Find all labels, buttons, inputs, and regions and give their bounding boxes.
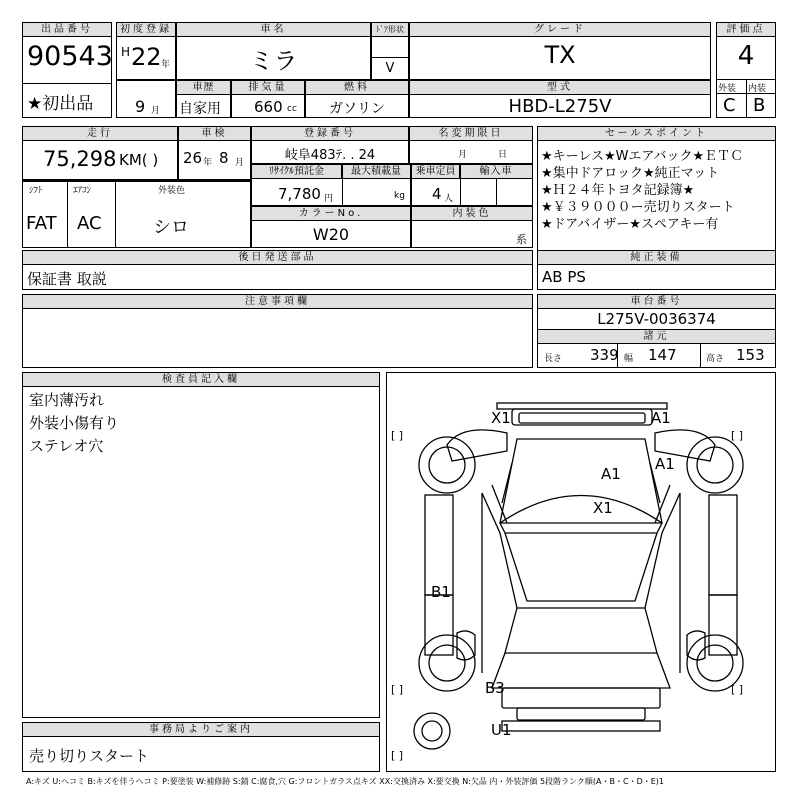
inspection-year-unit: 年 bbox=[203, 158, 213, 168]
shift-ac-color-box bbox=[22, 180, 251, 248]
interior-color-box bbox=[411, 206, 533, 248]
car-name-box bbox=[176, 22, 371, 80]
inspector-notes-box bbox=[22, 372, 380, 718]
capacity: 4 bbox=[432, 185, 442, 203]
ac-label: ｴｱｺﾝ bbox=[73, 186, 92, 196]
reg-month-box bbox=[116, 80, 176, 118]
recycle-box bbox=[251, 164, 411, 206]
sales-point: ★キーレス★Wエアバック★ＥＴＣ bbox=[541, 149, 744, 164]
equipment-label: 純正装備 bbox=[538, 251, 775, 265]
deadline-day: 日 bbox=[498, 150, 508, 160]
mileage-label: 走行 bbox=[23, 127, 177, 141]
sales-point: ★￥３９０００ー売切りスタート bbox=[541, 200, 735, 215]
reg-year-unit: 年 bbox=[161, 60, 171, 70]
office-box bbox=[22, 722, 380, 772]
damage-left-door: B1 bbox=[431, 583, 451, 601]
inspection-year: 26 bbox=[183, 149, 203, 167]
recycle-amount: 7,780 bbox=[278, 185, 321, 203]
displacement-unit: cc bbox=[287, 104, 297, 114]
recycle-unit: 円 bbox=[324, 194, 334, 204]
office-label: 事務局よりご案内 bbox=[23, 723, 379, 737]
color-no-box bbox=[251, 206, 411, 248]
plate-number: 岐阜483ﾃ. . 24 bbox=[284, 148, 376, 163]
mileage-unit: KM( ) bbox=[119, 151, 159, 169]
damage-roof: X1 bbox=[593, 499, 613, 517]
inspection-box bbox=[178, 126, 251, 180]
plate-box bbox=[251, 126, 409, 164]
exterior-color: シロ bbox=[153, 217, 189, 238]
grade-box bbox=[409, 22, 711, 80]
model-box bbox=[409, 80, 711, 118]
ac: AC bbox=[77, 213, 102, 234]
inspection-month: 8 bbox=[219, 149, 229, 167]
height-label: 高さ bbox=[706, 354, 725, 364]
damage-front-left: X1 bbox=[491, 409, 511, 427]
overall-score: 4 bbox=[737, 41, 755, 71]
equipment-box bbox=[537, 250, 776, 290]
reg-month-unit: 月 bbox=[151, 106, 161, 116]
later-parts-label: 後日発送部品 bbox=[23, 251, 532, 265]
inspector-note: ステレオ穴 bbox=[29, 437, 104, 455]
width-label: 幅 bbox=[624, 354, 634, 364]
inspection-month-unit: 月 bbox=[235, 158, 245, 168]
chassis-label: 車台番号 bbox=[538, 295, 775, 309]
displacement: 660 bbox=[254, 98, 283, 116]
interior-label: 内装 bbox=[748, 84, 767, 94]
inspection-label: 車検 bbox=[179, 127, 250, 141]
fuel: ガソリン bbox=[329, 101, 385, 117]
bracket-bottom-left: [ ] bbox=[391, 749, 404, 762]
mileage-box bbox=[22, 126, 178, 180]
inspector-label: 検査員記入欄 bbox=[23, 373, 379, 387]
inspector-note: 室内薄汚れ bbox=[29, 391, 105, 409]
reg-month: 9 bbox=[135, 97, 146, 116]
shift: FAT bbox=[26, 213, 57, 234]
fuel-label: 燃料 bbox=[306, 81, 408, 95]
width: 147 bbox=[648, 346, 677, 364]
bracket-front-left: [ ] bbox=[391, 429, 404, 442]
max-load-unit: kg bbox=[394, 191, 405, 201]
recycle-label: ﾘｻｲｸﾙ預託金 bbox=[252, 165, 342, 179]
first-reg-label: 初度登録 bbox=[117, 23, 175, 37]
displacement-box bbox=[231, 80, 305, 118]
chassis-number: L275V-0036374 bbox=[597, 310, 716, 328]
reg-year: 22 bbox=[131, 43, 162, 71]
deadline-month: 月 bbox=[458, 150, 468, 160]
first-registration-box bbox=[116, 22, 176, 80]
equipment: AB PS bbox=[542, 268, 586, 286]
height: 153 bbox=[736, 346, 765, 364]
grade-label: グレード bbox=[410, 23, 710, 37]
office-note: 売り切りスタート bbox=[29, 747, 150, 765]
damage-diagram bbox=[386, 372, 776, 772]
car-name-label: 車名 bbox=[177, 23, 370, 37]
legend: A:キズ U:ヘコミ B:キズを伴うヘコミ P:要塗装 W:補修跡 S:錆 C:腐食,穴 G:フロントガラス点キズ XX:交換済み X:要交換 N:欠品 内・外装評価 5段階ランク順(A・B・C・D・E)1 bbox=[26, 777, 664, 786]
inspector-note: 外装小傷有り bbox=[29, 414, 120, 432]
capacity-import-box bbox=[411, 164, 533, 206]
length-label: 長さ bbox=[544, 354, 563, 364]
damage-rear: U1 bbox=[491, 721, 512, 739]
mileage: 75,298 bbox=[43, 147, 117, 171]
specs-label: 諸元 bbox=[538, 330, 775, 344]
history-label: 車歴 bbox=[177, 81, 230, 95]
capacity-unit: 人 bbox=[444, 194, 454, 204]
interior-score: B bbox=[753, 95, 766, 116]
sales-point: ★ドアバイザー★スペアキー有 bbox=[541, 217, 719, 232]
damage-front-right: A1 bbox=[651, 409, 671, 427]
sales-point: ★集中ドアロック★純正マット bbox=[541, 166, 720, 181]
deadline-label: 名変期限日 bbox=[410, 127, 532, 141]
capacity-label: 乗車定員 bbox=[412, 165, 460, 179]
import-label: 輸入車 bbox=[460, 165, 532, 179]
length: 339 bbox=[590, 346, 619, 364]
reg-era: H bbox=[121, 45, 131, 59]
model-label: 型式 bbox=[410, 81, 710, 95]
damage-rear-left: B3 bbox=[485, 679, 505, 697]
rating-label: 評価点 bbox=[717, 23, 775, 37]
fuel-box bbox=[305, 80, 409, 118]
damage-fender: A1 bbox=[655, 455, 675, 473]
sales-point: ★Ｈ２４年トヨタ記録簿★ bbox=[541, 183, 695, 198]
history-box bbox=[176, 80, 231, 118]
int-color-suffix: 系 bbox=[516, 233, 527, 246]
int-color-label: 内装色 bbox=[412, 207, 532, 221]
max-load-label: 最大積載量 bbox=[342, 165, 410, 179]
door-type: V bbox=[385, 61, 395, 76]
deadline-box bbox=[409, 126, 533, 164]
lot-number-label: 出品番号 bbox=[23, 23, 111, 37]
exterior-label: 外装 bbox=[718, 84, 737, 94]
sales-points-label: セールスポイント bbox=[538, 127, 775, 141]
later-parts: 保証書 取説 bbox=[27, 270, 107, 288]
damage-hood: A1 bbox=[601, 465, 621, 483]
car-outline-diagram bbox=[387, 373, 775, 771]
door-box bbox=[371, 22, 409, 80]
bracket-rear-left: [ ] bbox=[391, 683, 404, 696]
shift-label: ｼﾌﾄ bbox=[29, 186, 43, 196]
first-time-badge: ★初出品 bbox=[27, 94, 94, 114]
color-no: W20 bbox=[312, 225, 350, 244]
caution-label: 注意事項欄 bbox=[23, 295, 532, 309]
later-parts-box bbox=[22, 250, 533, 290]
displacement-label: 排気量 bbox=[232, 81, 304, 95]
sales-points-box bbox=[537, 126, 776, 252]
rating-box bbox=[716, 22, 776, 118]
lot-number-box bbox=[22, 22, 112, 118]
exterior-score: C bbox=[723, 95, 736, 116]
bracket-front-right: [ ] bbox=[731, 429, 744, 442]
model: HBD-L275V bbox=[508, 96, 612, 117]
caution-box bbox=[22, 294, 533, 368]
history: 自家用 bbox=[179, 101, 221, 117]
reg-number-label: 登録番号 bbox=[252, 127, 408, 141]
door-label: ﾄﾞｱ形状 bbox=[372, 23, 408, 37]
lot-number: 90543 bbox=[27, 41, 113, 72]
bracket-rear-right: [ ] bbox=[731, 683, 744, 696]
grade: TX bbox=[544, 41, 576, 69]
chassis-box bbox=[537, 294, 776, 368]
color-no-label: カラーNo. bbox=[252, 207, 410, 221]
car-name: ミラ bbox=[249, 47, 298, 75]
ext-color-label: 外装色 bbox=[158, 186, 186, 196]
